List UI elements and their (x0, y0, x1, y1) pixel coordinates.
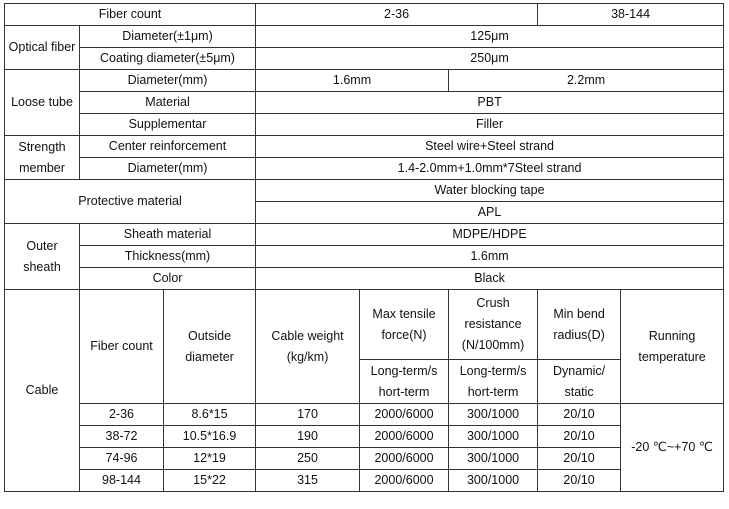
cable-crush-cell: 300/1000 (449, 448, 538, 470)
outer-sheath-color-row (5, 268, 724, 290)
strength-member-center-row (5, 136, 724, 158)
cable-fiber-count-cell: 38-72 (80, 426, 164, 448)
cable-fiber-count-cell: 98-144 (80, 470, 164, 492)
cable-fiber-count-cell: 74-96 (80, 448, 164, 470)
loose-tube-diameter-a: 1.6mm (256, 70, 449, 92)
table-row (5, 426, 724, 448)
cable-header-running-temperature: Running temperature (621, 290, 724, 404)
protective-material-label: Protective material (5, 180, 256, 224)
fiber-count-label: Fiber count (5, 4, 256, 26)
fiber-count-row (5, 4, 724, 26)
cable-fiber-count-cell: 2-36 (80, 404, 164, 426)
running-temperature-value: -20 ℃~+70 ℃ (621, 404, 724, 492)
coating-diameter-label: Coating diameter(±5μm) (80, 48, 256, 70)
color-label: Color (80, 268, 256, 290)
cable-outside-diameter-cell: 12*19 (164, 448, 256, 470)
loose-tube-material-row (5, 92, 724, 114)
loose-tube-diameter-label: Diameter(mm) (80, 70, 256, 92)
cable-subheader-crush: Long-term/s hort-term (449, 360, 538, 404)
optical-fiber-group-label: Optical fiber (5, 26, 80, 70)
loose-tube-diameter-row (5, 70, 724, 92)
cable-subheader-min-bend: Dynamic/ static (538, 360, 621, 404)
outer-sheath-material-row (5, 224, 724, 246)
cable-tensile-cell: 2000/6000 (360, 404, 449, 426)
color-value: Black (256, 268, 724, 290)
cable-weight-cell: 170 (256, 404, 360, 426)
strength-diameter-label: Diameter(mm) (80, 158, 256, 180)
cable-header-cable-weight: Cable weight (kg/km) (256, 290, 360, 404)
cable-bend-cell: 20/10 (538, 426, 621, 448)
cable-weight-cell: 190 (256, 426, 360, 448)
fiber-count-range-b: 38-144 (538, 4, 724, 26)
cable-crush-cell: 300/1000 (449, 426, 538, 448)
cable-header-max-tensile: Max tensile force(N) (360, 290, 449, 360)
cable-tensile-cell: 2000/6000 (360, 448, 449, 470)
cable-outside-diameter-cell: 10.5*16.9 (164, 426, 256, 448)
cable-header-row (5, 290, 724, 360)
center-reinforcement-value: Steel wire+Steel strand (256, 136, 724, 158)
cable-subheader-max-tensile: Long-term/s hort-term (360, 360, 449, 404)
cable-tensile-cell: 2000/6000 (360, 426, 449, 448)
thickness-label: Thickness(mm) (80, 246, 256, 268)
table-row (5, 404, 724, 426)
cable-outside-diameter-cell: 8.6*15 (164, 404, 256, 426)
coating-diameter-value: 250μm (256, 48, 724, 70)
loose-tube-group-label: Loose tube (5, 70, 80, 136)
cable-spec-table (4, 3, 724, 492)
optical-fiber-diameter-row (5, 26, 724, 48)
protective-material-value-1: Water blocking tape (256, 180, 724, 202)
cable-bend-cell: 20/10 (538, 470, 621, 492)
cable-outside-diameter-cell: 15*22 (164, 470, 256, 492)
optical-fiber-diameter-label: Diameter(±1μm) (80, 26, 256, 48)
cable-crush-cell: 300/1000 (449, 404, 538, 426)
cable-header-fiber-count: Fiber count (80, 290, 164, 404)
outer-sheath-thickness-row (5, 246, 724, 268)
fiber-count-range-a: 2-36 (256, 4, 538, 26)
thickness-value: 1.6mm (256, 246, 724, 268)
loose-tube-material-label: Material (80, 92, 256, 114)
cable-weight-cell: 315 (256, 470, 360, 492)
supplementar-label: Supplementar (80, 114, 256, 136)
protective-material-value-2: APL (256, 202, 724, 224)
cable-weight-cell: 250 (256, 448, 360, 470)
table-row (5, 448, 724, 470)
optical-fiber-diameter-value: 125μm (256, 26, 724, 48)
strength-member-diameter-row (5, 158, 724, 180)
sheath-material-label: Sheath material (80, 224, 256, 246)
cable-tensile-cell: 2000/6000 (360, 470, 449, 492)
table-row (5, 470, 724, 492)
strength-member-group-label: Strength member (5, 136, 80, 180)
sheath-material-value: MDPE/HDPE (256, 224, 724, 246)
loose-tube-diameter-b: 2.2mm (449, 70, 724, 92)
loose-tube-supplementar-row (5, 114, 724, 136)
cable-header-min-bend: Min bend radius(D) (538, 290, 621, 360)
protective-material-row-1 (5, 180, 724, 202)
strength-diameter-value: 1.4-2.0mm+1.0mm*7Steel strand (256, 158, 724, 180)
cable-header-crush-resistance: Crush resistance (N/100mm) (449, 290, 538, 360)
cable-header-outside-diameter: Outside diameter (164, 290, 256, 404)
cable-crush-cell: 300/1000 (449, 470, 538, 492)
cable-group-label: Cable (5, 290, 80, 492)
supplementar-value: Filler (256, 114, 724, 136)
cable-bend-cell: 20/10 (538, 404, 621, 426)
center-reinforcement-label: Center reinforcement (80, 136, 256, 158)
cable-bend-cell: 20/10 (538, 448, 621, 470)
optical-fiber-coating-row (5, 48, 724, 70)
outer-sheath-group-label: Outer sheath (5, 224, 80, 290)
loose-tube-material-value: PBT (256, 92, 724, 114)
